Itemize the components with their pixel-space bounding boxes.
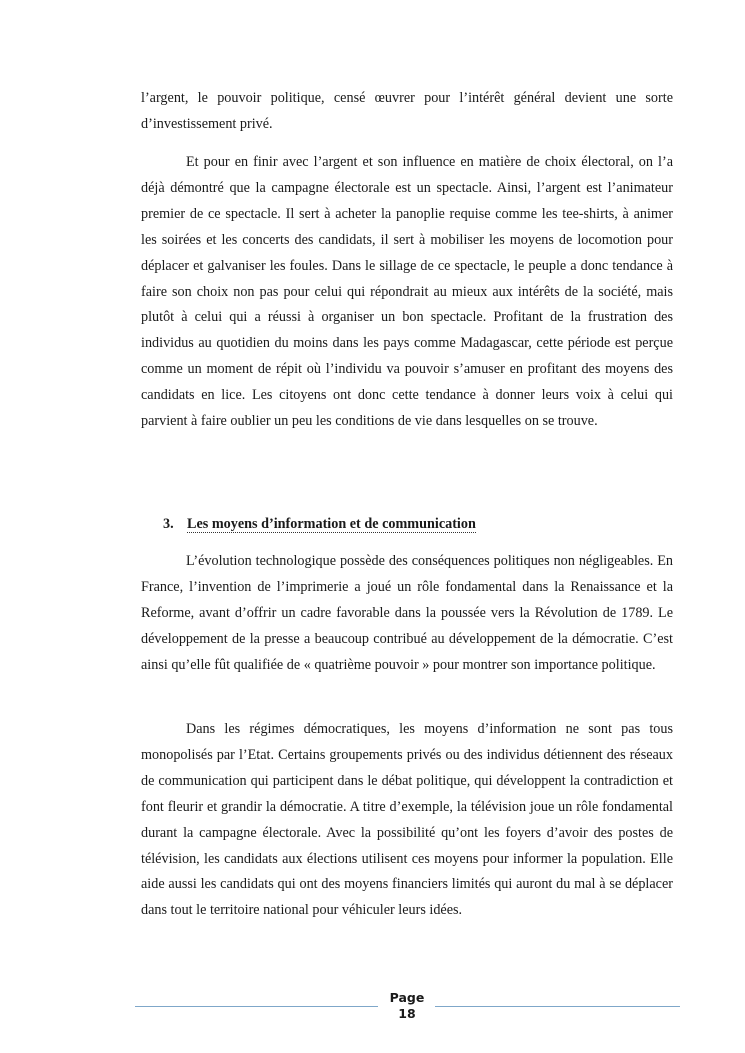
paragraph: l’argent, le pouvoir politique, censé œuvrer pour l’intérêt général devient une sorte d’investissement privé.	[141, 90, 673, 132]
paragraph-technology	[141, 549, 673, 679]
footer-divider-left	[135, 1006, 378, 1007]
paragraph: Dans les régimes démocratiques, les moyens d’information ne sont pas tous monopolisés par l’Etat. Certains groupements privés ou des individus détiennent des réseaux de communication qui participent dans le débat politique, qui développent la contradiction et font fleurir et grandir la démocratie. A titre d’exemple, la télévision joue un rôle fondamental durant la campagne électorale. Avec la possibilité qu’ont les foyers d’avoir des postes de télévision, les candidats aux élections utilisent ces moyens pour informer la population. Elle aide aussi les candidats qui ont des moyens financiers limités qui auront du mal à se déplacer dans tout le territoire national pour véhiculer leurs idées.	[141, 721, 673, 919]
paragraph-democratic-media	[141, 717, 673, 924]
section-heading	[163, 512, 476, 536]
page-number: 18	[398, 1006, 416, 1021]
paragraph-continuation	[141, 86, 673, 138]
page-label: Page	[389, 990, 425, 1005]
paragraph: Et pour en finir avec l’argent et son influence en matière de choix électoral, on l’a déjà démontré que la campagne électorale est un spectacle. Ainsi, l’argent est l’animateur premier de ce spectacle. Il sert à acheter la panoplie requise comme les tee-shirts, à animer les soirées et les concerts des candidats, il sert à mobiliser les moyens de locomotion pour déplacer et galvaniser les foules. Dans le sillage de ce spectacle, le peuple a donc tendance à faire son choix non pas pour celui qui répondrait au mieux aux intérêts de la société, mais plutôt à celui qui a réussi à organiser un bon spectacle. Profitant de la frustration des individus au quotidien du moins dans les pays comme Madagascar, cette période est perçue comme un moment de répit où l’individu va pouvoir s’amuser en profitant des moyens des candidats en lice. Les citoyens ont donc cette tendance à donner leurs voix à celui qui parvient à faire oublier un peu les conditions de vie dans lesquelles on se trouve.	[141, 154, 673, 430]
page-footer	[379, 990, 435, 1022]
section-number: 3.	[163, 516, 174, 532]
paragraph: L’évolution technologique possède des conséquences politiques non négligeables. En France, l’invention de l’imprimerie a joué un rôle fondamental dans la Renaissance et la Reforme, avant d’offrir un cadre favorable dans la poussée vers la Révolution de 1789. Le développement de la presse a beaucoup contribué au développement de la démocratie. C’est ainsi qu’elle fût qualifiée de « quatrième pouvoir » pour montrer son importance politique.	[141, 553, 673, 673]
section-title: Les moyens d’information et de communication	[187, 516, 476, 532]
paragraph-money-spectacle	[141, 150, 673, 435]
footer-divider-right	[435, 1006, 680, 1007]
